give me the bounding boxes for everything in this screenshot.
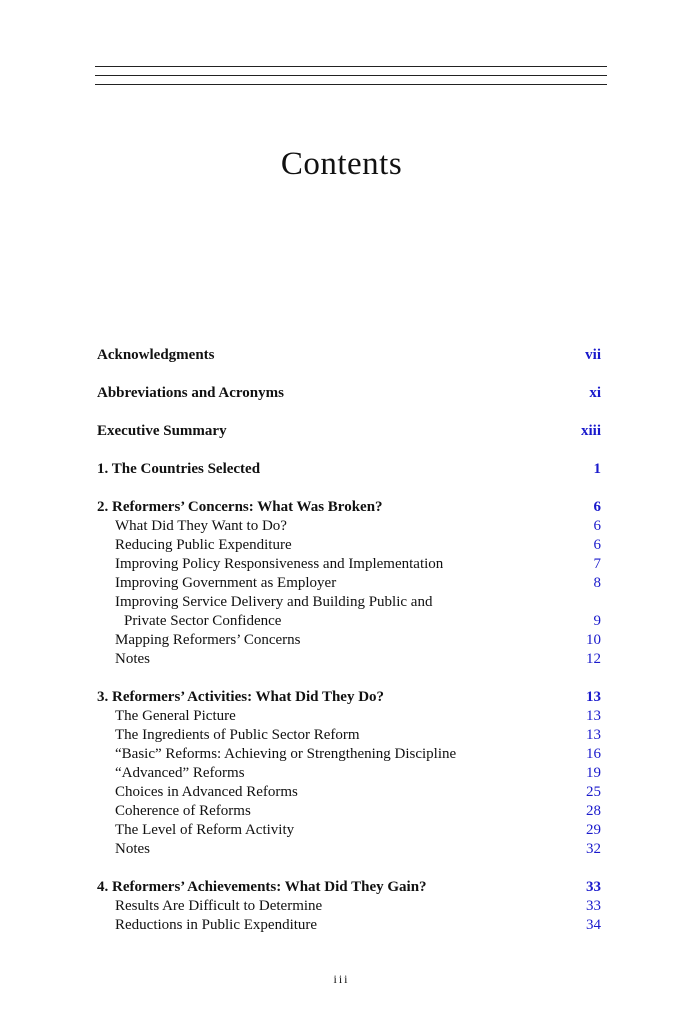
toc-subentry[interactable] bbox=[97, 897, 601, 916]
toc-subentry[interactable] bbox=[97, 840, 601, 859]
toc-subentry-continuation[interactable] bbox=[97, 612, 601, 631]
toc-page-link[interactable]: 9 bbox=[593, 613, 601, 629]
toc-entry-chapter-2[interactable] bbox=[97, 498, 601, 517]
toc-label: 3. Reformers’ Activities: What Did They Do? bbox=[97, 689, 385, 705]
toc-subentry[interactable] bbox=[97, 764, 601, 783]
toc-page-link[interactable]: 33 bbox=[586, 898, 601, 914]
toc-page-link[interactable]: 6 bbox=[593, 537, 601, 553]
toc-label: Mapping Reformers’ Concerns bbox=[115, 632, 301, 648]
toc-page-link[interactable]: 10 bbox=[586, 632, 601, 648]
header-rule bbox=[95, 84, 607, 85]
toc-entry-acknowledgments[interactable] bbox=[97, 346, 601, 365]
toc-subentry[interactable] bbox=[97, 574, 601, 593]
page-title: Contents bbox=[280, 146, 403, 182]
header-rules bbox=[95, 66, 607, 93]
toc-page-link[interactable]: 13 bbox=[586, 708, 601, 724]
toc-label: The Level of Reform Activity bbox=[115, 822, 295, 838]
toc-label: Executive Summary bbox=[97, 423, 227, 439]
toc-page-link[interactable]: 29 bbox=[586, 822, 601, 838]
toc-label: Choices in Advanced Reforms bbox=[115, 784, 298, 800]
toc-page-link[interactable]: 25 bbox=[586, 784, 601, 800]
toc-label: Acknowledgments bbox=[97, 347, 215, 363]
toc-page-link[interactable]: xiii bbox=[580, 423, 601, 439]
toc-label: The Ingredients of Public Sector Reform bbox=[115, 727, 360, 743]
toc-label: “Advanced” Reforms bbox=[115, 765, 245, 781]
toc-page-link[interactable]: 8 bbox=[593, 575, 601, 591]
header-rule bbox=[95, 75, 607, 76]
toc-label: Private Sector Confidence bbox=[124, 613, 282, 629]
toc-page-link[interactable]: 33 bbox=[586, 879, 601, 895]
toc-page-link[interactable]: 13 bbox=[586, 689, 601, 705]
page-number: iii bbox=[333, 972, 350, 986]
toc-label: Reducing Public Expenditure bbox=[115, 537, 292, 553]
toc-page-link[interactable]: 34 bbox=[586, 917, 601, 933]
toc-entry-chapter-4[interactable] bbox=[97, 878, 601, 897]
toc-entry-abbreviations[interactable] bbox=[97, 384, 601, 403]
toc-page-link[interactable]: 12 bbox=[586, 651, 601, 667]
toc-page-link[interactable]: 16 bbox=[586, 746, 601, 762]
toc-entry-executive-summary[interactable] bbox=[97, 422, 601, 441]
toc-entry-chapter-3[interactable] bbox=[97, 688, 601, 707]
toc-subentry[interactable] bbox=[97, 536, 601, 555]
toc-subentry[interactable] bbox=[97, 821, 601, 840]
toc-page-link[interactable]: xi bbox=[589, 385, 601, 401]
toc-label: What Did They Want to Do? bbox=[115, 518, 287, 534]
toc-subentry[interactable] bbox=[97, 707, 601, 726]
toc-label: Reductions in Public Expenditure bbox=[115, 917, 318, 933]
toc-page-link[interactable]: 1 bbox=[593, 461, 601, 477]
toc-page-link[interactable]: 6 bbox=[593, 518, 601, 534]
toc-entry-chapter-1[interactable] bbox=[97, 460, 601, 479]
toc-subentry[interactable] bbox=[97, 916, 601, 935]
toc-label: 1. The Countries Selected bbox=[97, 461, 261, 477]
header-rule bbox=[95, 66, 607, 67]
toc-label: Notes bbox=[115, 841, 150, 857]
toc-subentry[interactable] bbox=[97, 726, 601, 745]
toc-label: Improving Policy Responsiveness and Implementation bbox=[115, 556, 444, 572]
toc-page-link[interactable]: 13 bbox=[586, 727, 601, 743]
toc-subentry[interactable] bbox=[97, 555, 601, 574]
toc-label: 2. Reformers’ Concerns: What Was Broken? bbox=[97, 499, 383, 515]
toc-label: Coherence of Reforms bbox=[115, 803, 251, 819]
toc-subentry[interactable] bbox=[97, 745, 601, 764]
toc-label: Results Are Difficult to Determine bbox=[115, 898, 323, 914]
toc-page-link[interactable]: 7 bbox=[593, 556, 601, 572]
toc-subentry[interactable] bbox=[97, 802, 601, 821]
toc-label: Improving Government as Employer bbox=[115, 575, 337, 591]
toc-subentry[interactable] bbox=[97, 631, 601, 650]
toc-page-link[interactable]: 6 bbox=[593, 499, 601, 515]
toc-page-link[interactable]: vii bbox=[585, 347, 601, 363]
toc-label: “Basic” Reforms: Achieving or Strengthening Discipline bbox=[115, 746, 457, 762]
toc-page-link[interactable]: 28 bbox=[586, 803, 601, 819]
toc-label: 4. Reformers’ Achievements: What Did They Gain? bbox=[97, 879, 427, 895]
toc-page-link[interactable]: 32 bbox=[586, 841, 601, 857]
toc-label: Notes bbox=[115, 651, 150, 667]
toc-subentry[interactable] bbox=[97, 783, 601, 802]
table-of-contents bbox=[97, 346, 601, 935]
toc-page-link[interactable]: 19 bbox=[586, 765, 601, 781]
toc-subentry[interactable] bbox=[97, 650, 601, 669]
toc-subentry[interactable] bbox=[97, 593, 601, 612]
toc-label: Improving Service Delivery and Building Public and bbox=[115, 594, 433, 610]
toc-subentry[interactable] bbox=[97, 517, 601, 536]
toc-label: Abbreviations and Acronyms bbox=[97, 385, 284, 401]
toc-label: The General Picture bbox=[115, 708, 236, 724]
